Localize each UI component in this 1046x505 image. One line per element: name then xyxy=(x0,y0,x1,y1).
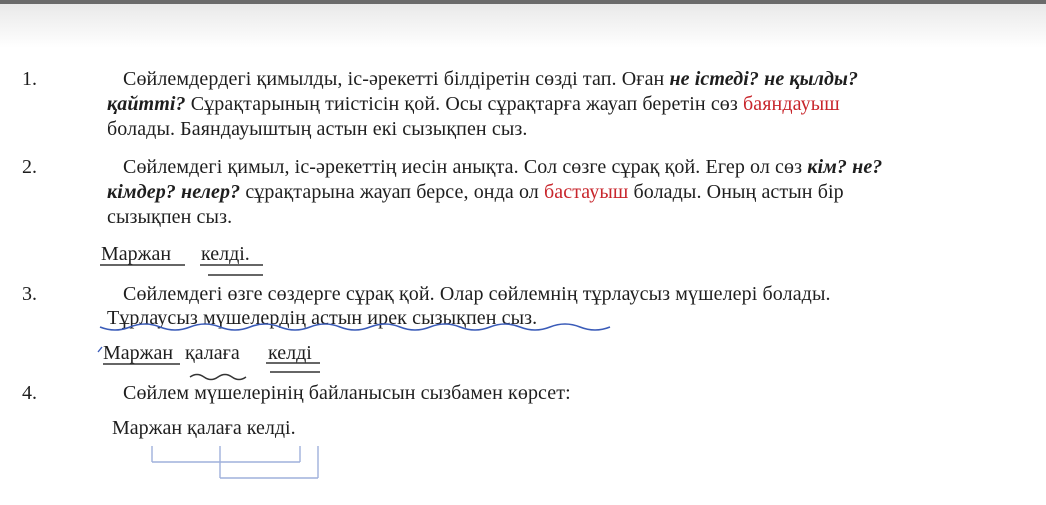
item-number-2: 2. xyxy=(22,156,37,178)
example-1-predicate: келді. xyxy=(201,243,250,265)
term-bastauysh: бастауыш xyxy=(543,181,629,203)
wavy-underline xyxy=(100,324,610,330)
item-2-questions-2: кімдер? нелер? xyxy=(107,181,241,203)
item-number-1: 1. xyxy=(22,68,37,90)
item-2-text: сұрақтарына жауап берсе, онда ол xyxy=(240,181,544,203)
item-2-text-end: болады. Оның астын бір xyxy=(628,181,844,203)
item-1-text: Сұрақтарының тиістісін қой. Осы сұрақтарға жауап беретін сөз xyxy=(185,93,743,115)
link-diagram xyxy=(152,446,318,478)
item-number-4: 4. xyxy=(22,382,37,404)
item-2-line-3: сызықпен сыз. xyxy=(107,206,233,228)
item-1-text: Сөйлемдердегі қимылды, іс-әрекетті білдіретін сөзді тап. Оған xyxy=(123,68,670,90)
item-1-line-3: болады. Баяндауыштың астын екі сызықпен сыз. xyxy=(107,118,528,140)
item-number-3: 3. xyxy=(22,283,37,305)
item-1-questions: не істеді? не қылды? xyxy=(669,68,859,90)
example-2-predicate: келді xyxy=(268,342,312,364)
term-bayandauysh: баяндауыш xyxy=(743,93,840,115)
example-1-subject: Маржан xyxy=(101,243,172,265)
pen-mark xyxy=(98,347,102,352)
item-4-line-1: Сөйлем мүшелерінің байланысын сызбамен көрсет: xyxy=(123,382,571,404)
example-2-secondary: қалаға xyxy=(185,342,240,364)
secondary-wavy-underline xyxy=(190,375,246,380)
item-1-question: қайтті? xyxy=(107,93,186,115)
example-2-subject: Маржан xyxy=(103,342,174,364)
item-3-line-2: Тұрлаусыз мүшелердің астын ирек сызықпен сыз. xyxy=(107,307,538,329)
item-3-line-1: Сөйлемдегі өзге сөздерге сұрақ қой. Олар сөйлемнің тұрлаусыз мүшелері болады. xyxy=(123,283,831,305)
example-3-sentence: Маржан қалаға келді. xyxy=(112,417,296,439)
item-2-questions: кім? не? xyxy=(807,156,883,178)
item-2-text: Сөйлемдегі қимыл, іс-әрекеттің иесін анықта. Сол сөзге сұрақ қой. Егер ол сөз xyxy=(123,156,808,178)
